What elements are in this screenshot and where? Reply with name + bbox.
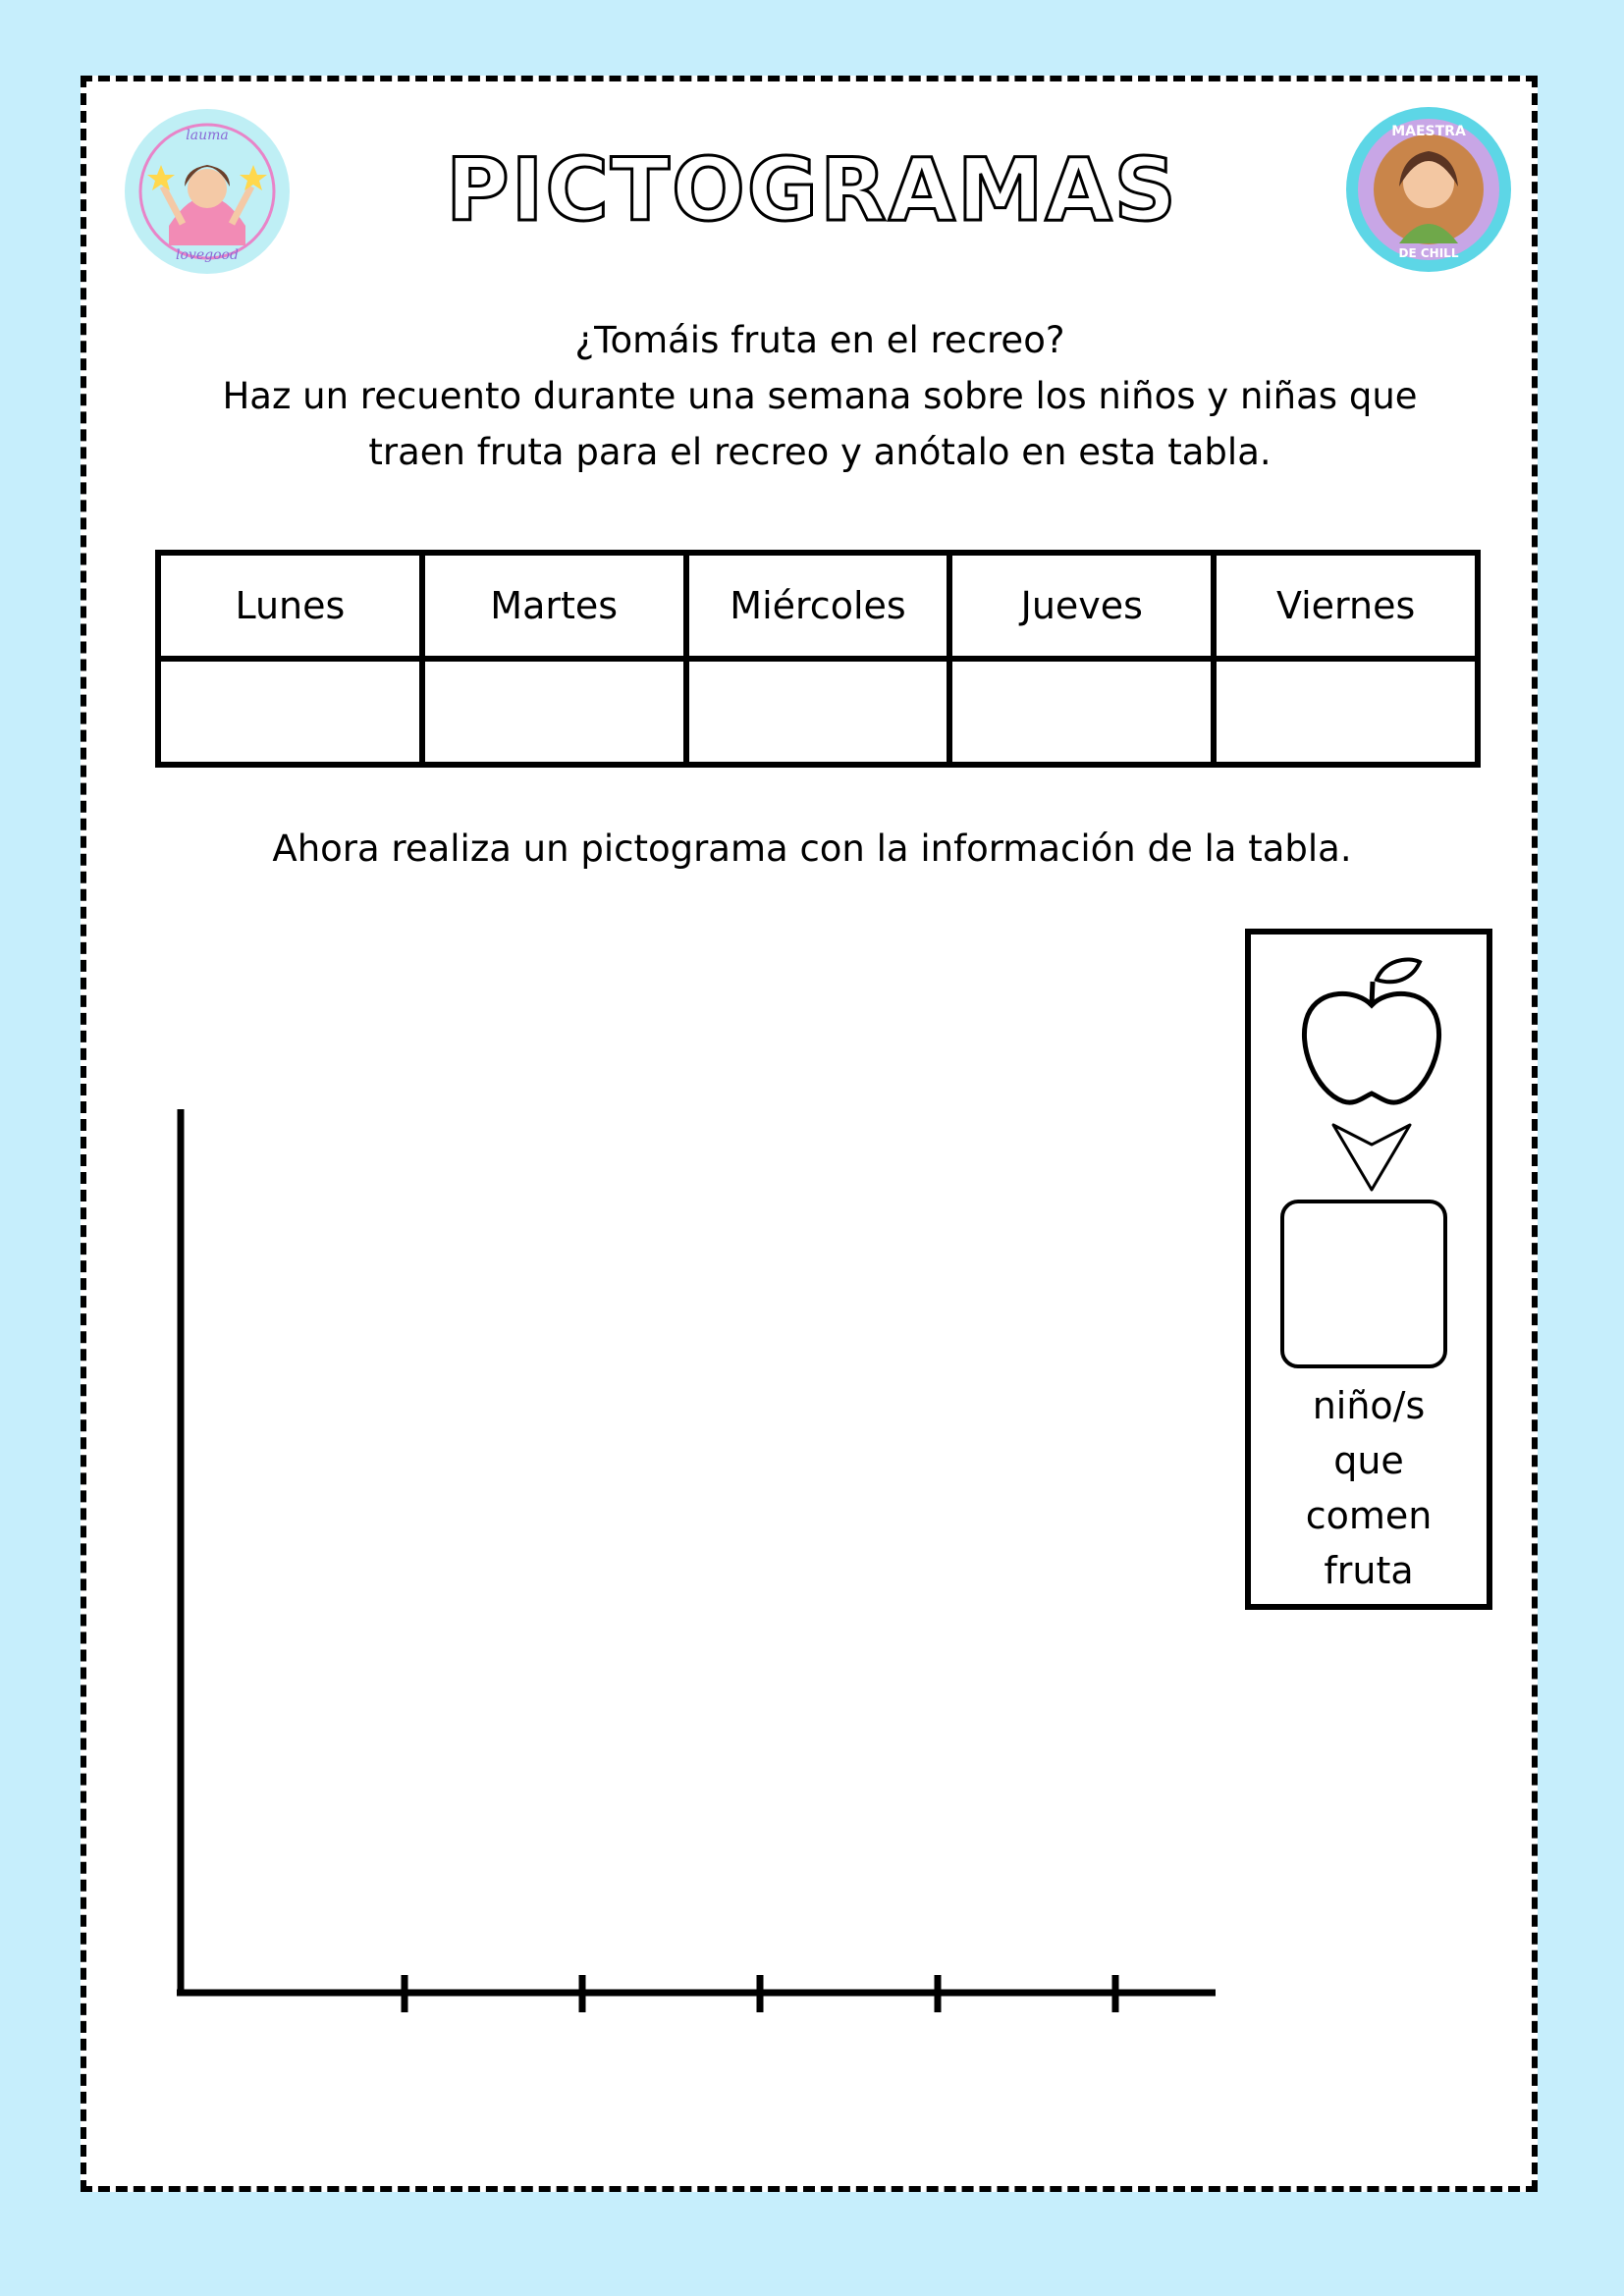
logo-right-bottom-text: DE CHILL <box>1398 246 1459 260</box>
tally-cell-miercoles[interactable] <box>686 659 950 765</box>
week-tally-table <box>155 550 1481 768</box>
legend-caption-line: que <box>1333 1439 1404 1482</box>
table-header-cell: Viernes <box>1214 553 1478 659</box>
table-header-cell: Lunes <box>158 553 422 659</box>
pictogram-instruction: Ahora realiza un pictograma con la información de la tabla. <box>272 828 1352 870</box>
intro-text <box>137 312 1502 480</box>
page-title: PICTOGRAMAS <box>446 139 1178 240</box>
logo-left-bottom-text: lovegood <box>176 247 239 263</box>
table-row <box>158 659 1478 765</box>
arrow-down-icon <box>1329 1121 1414 1194</box>
legend-value-box[interactable] <box>1280 1200 1447 1368</box>
intro-line-2: traen fruta para el recreo y anótalo en esta tabla. <box>368 431 1272 473</box>
legend-caption-line: niño/s <box>1312 1384 1426 1427</box>
table-header-cell: Miércoles <box>686 553 950 659</box>
intro-line-1: Haz un recuento durante una semana sobre los niños y niñas que <box>222 375 1418 417</box>
legend-caption <box>1251 1378 1487 1598</box>
tally-cell-martes[interactable] <box>422 659 686 765</box>
legend-caption-line: comen <box>1305 1494 1433 1537</box>
apple-icon <box>1298 954 1445 1111</box>
table-header-row <box>158 553 1478 659</box>
logo-right-top-text: MAESTRA <box>1391 124 1466 139</box>
legend-box <box>1245 929 1492 1610</box>
tally-cell-viernes[interactable] <box>1214 659 1478 765</box>
legend-caption-line: fruta <box>1324 1549 1414 1592</box>
table-header-cell: Jueves <box>949 553 1214 659</box>
tally-cell-lunes[interactable] <box>158 659 422 765</box>
intro-question: ¿Tomáis fruta en el recreo? <box>574 319 1065 361</box>
table-header-cell: Martes <box>422 553 686 659</box>
pictogram-chart[interactable] <box>167 1109 1227 2012</box>
tally-cell-jueves[interactable] <box>949 659 1214 765</box>
logo-left-top-text: lauma <box>186 128 229 143</box>
